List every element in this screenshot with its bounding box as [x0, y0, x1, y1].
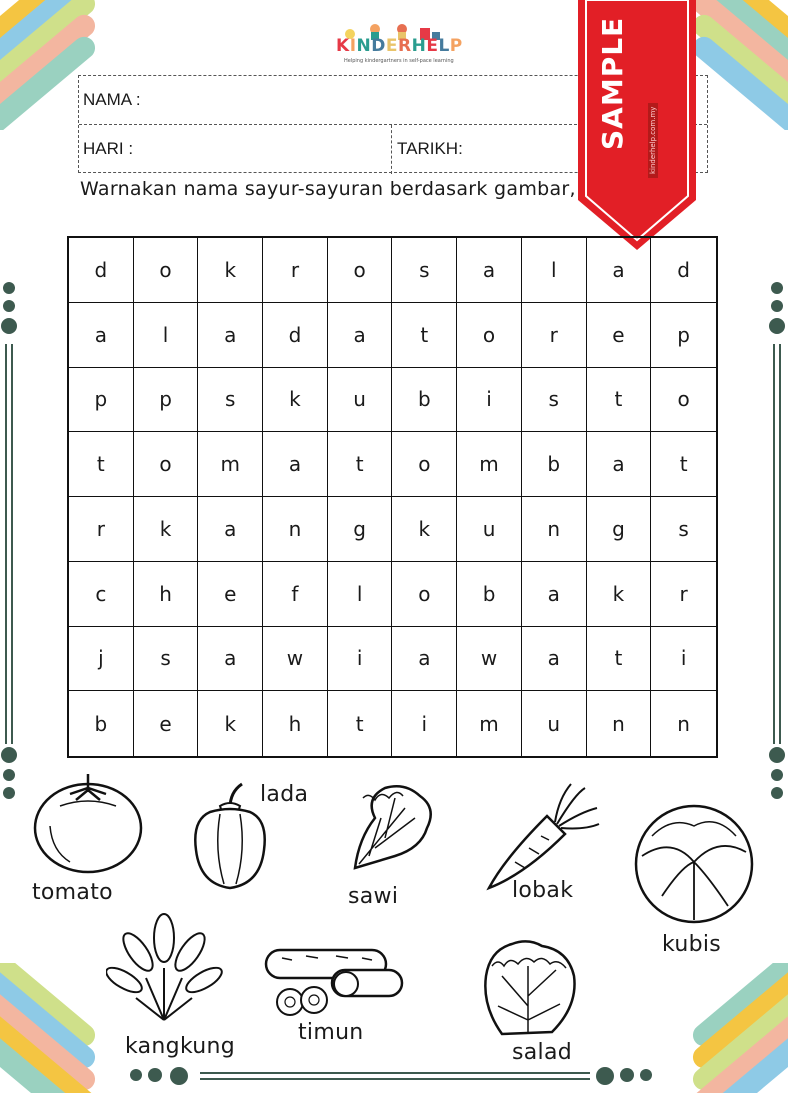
grid-cell: g — [587, 497, 652, 562]
grid-cell: a — [587, 238, 652, 303]
grid-cell: l — [328, 562, 393, 627]
sawi-label: sawi — [348, 884, 399, 909]
grid-cell: d — [651, 238, 716, 303]
kubis-label: kubis — [662, 932, 722, 957]
grid-cell: e — [587, 303, 652, 368]
sample-text: SAMPLE — [596, 16, 629, 150]
side-decoration-right — [768, 282, 788, 812]
lobak-label: lobak — [512, 878, 574, 903]
grid-cell: a — [522, 562, 587, 627]
salad-icon — [472, 936, 584, 1038]
grid-cell: o — [134, 432, 199, 497]
grid-cell: a — [522, 627, 587, 692]
timun-label: timun — [298, 1020, 364, 1045]
grid-cell: r — [522, 303, 587, 368]
grid-cell: l — [134, 303, 199, 368]
grid-cell: s — [522, 368, 587, 433]
grid-cell: e — [134, 691, 199, 756]
hari-label: HARI : — [83, 139, 134, 158]
grid-cell: f — [263, 562, 328, 627]
grid-cell: d — [69, 238, 134, 303]
kangkung-icon — [106, 908, 224, 1026]
grid-cell: i — [392, 691, 457, 756]
kangkung-label: kangkung — [125, 1034, 236, 1059]
grid-cell: a — [392, 627, 457, 692]
sample-subtext: kinderhelp.com.my — [648, 103, 658, 178]
grid-cell: k — [263, 368, 328, 433]
grid-cell: o — [328, 238, 393, 303]
grid-cell: w — [457, 627, 522, 692]
grid-cell: o — [392, 562, 457, 627]
grid-cell: a — [263, 432, 328, 497]
tomato-icon — [30, 766, 148, 878]
grid-cell: o — [651, 368, 716, 433]
grid-cell: a — [198, 497, 263, 562]
sample-watermark — [578, 0, 696, 250]
grid-cell: b — [457, 562, 522, 627]
grid-cell: r — [69, 497, 134, 562]
field-divider — [391, 125, 392, 174]
cucumber-icon — [262, 944, 407, 1020]
grid-cell: t — [328, 691, 393, 756]
pepper-icon — [190, 780, 270, 892]
grid-cell: d — [263, 303, 328, 368]
grid-cell: s — [651, 497, 716, 562]
kinderhelp-logo — [330, 22, 463, 66]
grid-cell: g — [328, 497, 393, 562]
grid-cell: h — [134, 562, 199, 627]
grid-cell: k — [198, 691, 263, 756]
grid-cell: n — [677, 711, 690, 736]
grid-cell: b — [522, 432, 587, 497]
grid-cell: a — [328, 303, 393, 368]
grid-cell: n — [522, 497, 587, 562]
grid-cell: a — [198, 303, 263, 368]
grid-cell: s — [392, 238, 457, 303]
grid-cell: j — [69, 627, 134, 692]
grid-cell: m — [198, 432, 263, 497]
grid-cell: u — [457, 497, 522, 562]
grid-cell: l — [522, 238, 587, 303]
instruction-text: Warnakan nama sayur-sayuran berdasark gambar, — [80, 178, 576, 200]
logo-tagline: Helping kindergartners in self-pace learning — [344, 58, 454, 64]
grid-cell: m — [457, 432, 522, 497]
grid-cell: s — [134, 627, 199, 692]
grid-cell: t — [587, 627, 652, 692]
cabbage-icon — [632, 796, 757, 926]
grid-cell: a — [587, 432, 652, 497]
grid-cell: a — [457, 238, 522, 303]
tomato-label: tomato — [32, 880, 113, 905]
salad-label: salad — [512, 1040, 573, 1065]
grid-cell: n — [263, 497, 328, 562]
grid-cell: t — [328, 432, 393, 497]
nama-label: NAMA : — [83, 90, 141, 109]
grid-cell: a — [69, 303, 134, 368]
grid-cell: s — [198, 368, 263, 433]
grid-cell: i — [651, 627, 716, 692]
grid-cell: o — [134, 238, 199, 303]
grid-cell: t — [651, 432, 716, 497]
grid-cell: k — [134, 497, 199, 562]
grid-cell: u — [328, 368, 393, 433]
grid-cell: k — [198, 238, 263, 303]
logo-wordmark: KINDERHELP — [336, 36, 463, 56]
bottom-decoration — [130, 1067, 660, 1087]
grid-cell: w — [263, 627, 328, 692]
grid-cell: r — [651, 562, 716, 627]
corner-decoration-bottom-right — [668, 963, 788, 1093]
grid-cell: r — [263, 238, 328, 303]
grid-cell: a — [198, 627, 263, 692]
grid-cell: o — [392, 432, 457, 497]
grid-cell: e — [198, 562, 263, 627]
grid-cell: b — [392, 368, 457, 433]
corner-decoration-bottom-left — [0, 963, 120, 1093]
grid-cell: p — [651, 303, 716, 368]
grid-cell: p — [69, 368, 134, 433]
word-search-grid — [67, 236, 718, 758]
grid-cell: n — [587, 691, 652, 756]
grid-cell: b — [69, 691, 134, 756]
tarikh-label: TARIKH: — [397, 139, 463, 158]
grid-cell: h — [263, 691, 328, 756]
grid-cell: k — [587, 562, 652, 627]
grid-cell: p — [134, 368, 199, 433]
grid-cell: i — [328, 627, 393, 692]
grid-cell: c — [69, 562, 134, 627]
grid-cell: t — [587, 368, 652, 433]
grid-cell: t — [69, 432, 134, 497]
grid-cell: o — [457, 303, 522, 368]
grid-cell: t — [392, 303, 457, 368]
grid-cell: k — [392, 497, 457, 562]
sawi-icon — [345, 778, 440, 878]
lada-label: lada — [260, 782, 309, 807]
grid-cell: u — [522, 691, 587, 756]
grid-cell: m — [457, 691, 522, 756]
side-decoration-left — [0, 282, 20, 812]
carrot-icon — [485, 778, 603, 893]
grid-cell: i — [457, 368, 522, 433]
